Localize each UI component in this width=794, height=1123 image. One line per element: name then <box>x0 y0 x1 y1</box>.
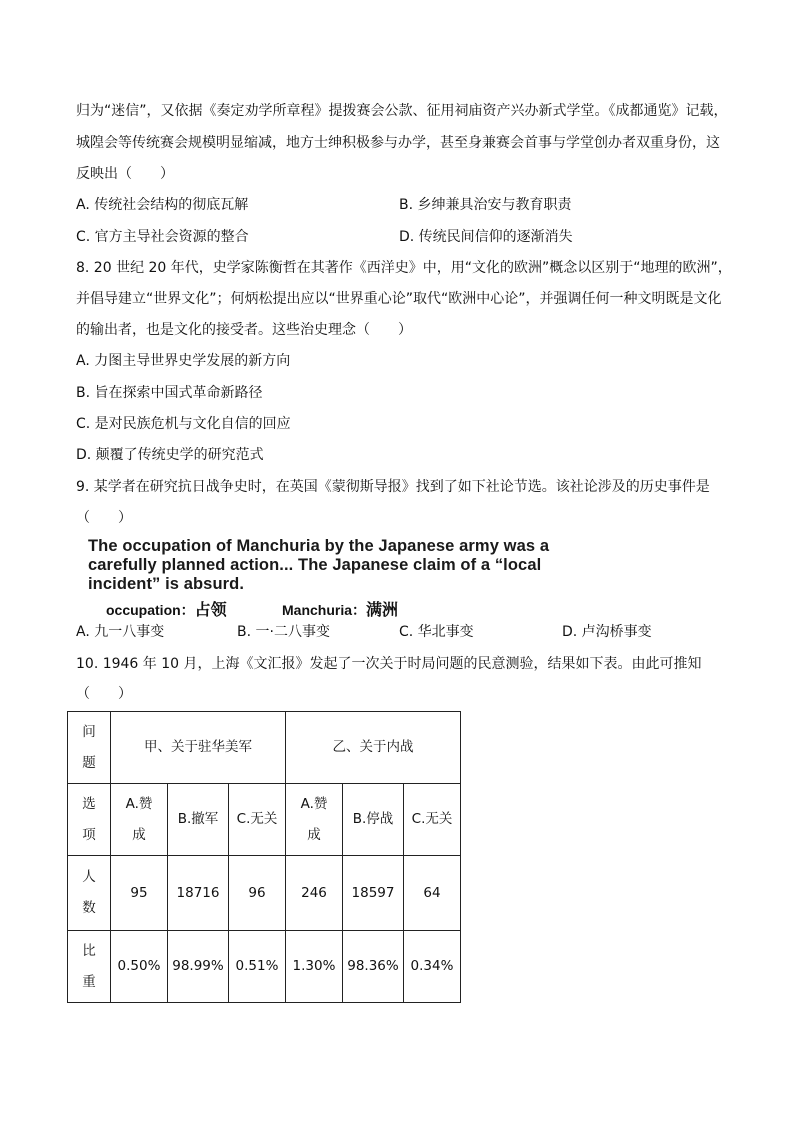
poll-results-table <box>67 711 461 1003</box>
count-cell: 96 <box>229 856 286 931</box>
q10-stem-line-2: （ ） <box>76 686 132 702</box>
q9-stem-line-2: （ ） <box>76 510 132 526</box>
q7-stem-line-3: 反映出（ ） <box>76 166 174 182</box>
gloss-meaning-manchuria: 满洲 <box>366 602 399 619</box>
group-header-civil-war: 乙、关于内战 <box>286 712 461 784</box>
share-cell: 98.36% <box>343 931 404 1003</box>
q7-option-b[interactable]: B. 乡绅兼具治安与教育职责 <box>399 197 572 213</box>
q9-stem-line-1: 9. 某学者在研究抗日战争史时，在英国《蒙彻斯导报》找到了如下社论节选。该社论涉及的历史事件是 <box>76 479 710 495</box>
group-header-us-troops: 甲、关于驻华美军 <box>111 712 286 784</box>
q9-option-d[interactable]: D. 卢沟桥事变 <box>562 624 652 640</box>
q8-option-d[interactable]: D. 颠覆了传统史学的研究范式 <box>76 447 264 463</box>
table-row-share <box>68 931 461 1003</box>
gloss-manchuria <box>282 597 398 620</box>
q8-stem-line-2: 并倡导建立“世界文化”；何炳松提出应以“世界重心论”取代“欧洲中心论”，并强调任何一种文明既是文化 <box>76 291 722 307</box>
share-cell: 0.51% <box>229 931 286 1003</box>
excerpt-line-2: carefully planned action... The Japanese claim of a “local <box>88 556 542 574</box>
q8-option-b[interactable]: B. 旨在探索中国式革命新路径 <box>76 385 263 401</box>
excerpt-line-1: The occupation of Manchuria by the Japanese army was a <box>88 537 550 555</box>
q8-option-a[interactable]: A. 力图主导世界史学发展的新方向 <box>76 353 291 369</box>
choice-cell: B.撤军 <box>168 784 229 856</box>
count-cell: 18716 <box>168 856 229 931</box>
q8-stem-line-1: 8. 20 世纪 20 年代，史学家陈衡哲在其著作《西洋史》中，用“文化的欧洲”概念以区别于“地理的欧洲”， <box>76 260 732 276</box>
row-label-count: 人数 <box>68 856 111 931</box>
q9-option-c[interactable]: C. 华北事变 <box>399 624 474 640</box>
q7-stem-line-1: 归为“迷信”，又依据《奏定劝学所章程》提拨赛会公款、征用祠庙资产兴办新式学堂。《成都通览》记载， <box>76 103 728 119</box>
choice-cell: C.无关 <box>404 784 461 856</box>
row-label-question: 问题 <box>68 712 111 784</box>
excerpt-line-3: incident” is absurd. <box>88 575 245 593</box>
count-cell: 18597 <box>343 856 404 931</box>
gloss-occupation <box>106 597 227 620</box>
q9-option-a[interactable]: A. 九一八事变 <box>76 624 165 640</box>
q8-stem-line-3: 的输出者，也是文化的接受者。这些治史理念（ ） <box>76 322 412 338</box>
q7-option-c[interactable]: C. 官方主导社会资源的整合 <box>76 229 249 245</box>
q10-stem-line-1: 10. 1946 年 10 月，上海《文汇报》发起了一次关于时局问题的民意测验，结果如下表。由此可推知 <box>76 656 702 672</box>
q7-option-a[interactable]: A. 传统社会结构的彻底瓦解 <box>76 197 249 213</box>
table-row-question <box>68 712 461 784</box>
choice-cell: C.无关 <box>229 784 286 856</box>
choice-cell: B.停战 <box>343 784 404 856</box>
choice-cell: A.赞成 <box>286 784 343 856</box>
share-cell: 0.34% <box>404 931 461 1003</box>
count-cell: 246 <box>286 856 343 931</box>
share-cell: 0.50% <box>111 931 168 1003</box>
q9-option-b[interactable]: B. 一·二八事变 <box>237 624 330 640</box>
gloss-term-occupation: occupation： <box>106 602 195 618</box>
table-row-count <box>68 856 461 931</box>
gloss-meaning-occupation: 占领 <box>194 602 227 619</box>
choice-cell: A.赞成 <box>111 784 168 856</box>
share-cell: 1.30% <box>286 931 343 1003</box>
row-label-share: 比重 <box>68 931 111 1003</box>
count-cell: 64 <box>404 856 461 931</box>
q7-option-d[interactable]: D. 传统民间信仰的逐渐消失 <box>399 229 573 245</box>
q7-stem-line-2: 城隍会等传统赛会规模明显缩减，地方士绅积极参与办学，甚至身兼赛会首事与学堂创办者双重身份，这 <box>76 135 720 151</box>
row-label-options: 选项 <box>68 784 111 856</box>
editorial-excerpt <box>88 537 648 594</box>
count-cell: 95 <box>111 856 168 931</box>
gloss-term-manchuria: Manchuria： <box>282 602 367 618</box>
share-cell: 98.99% <box>168 931 229 1003</box>
table-row-options <box>68 784 461 856</box>
q8-option-c[interactable]: C. 是对民族危机与文化自信的回应 <box>76 416 291 432</box>
